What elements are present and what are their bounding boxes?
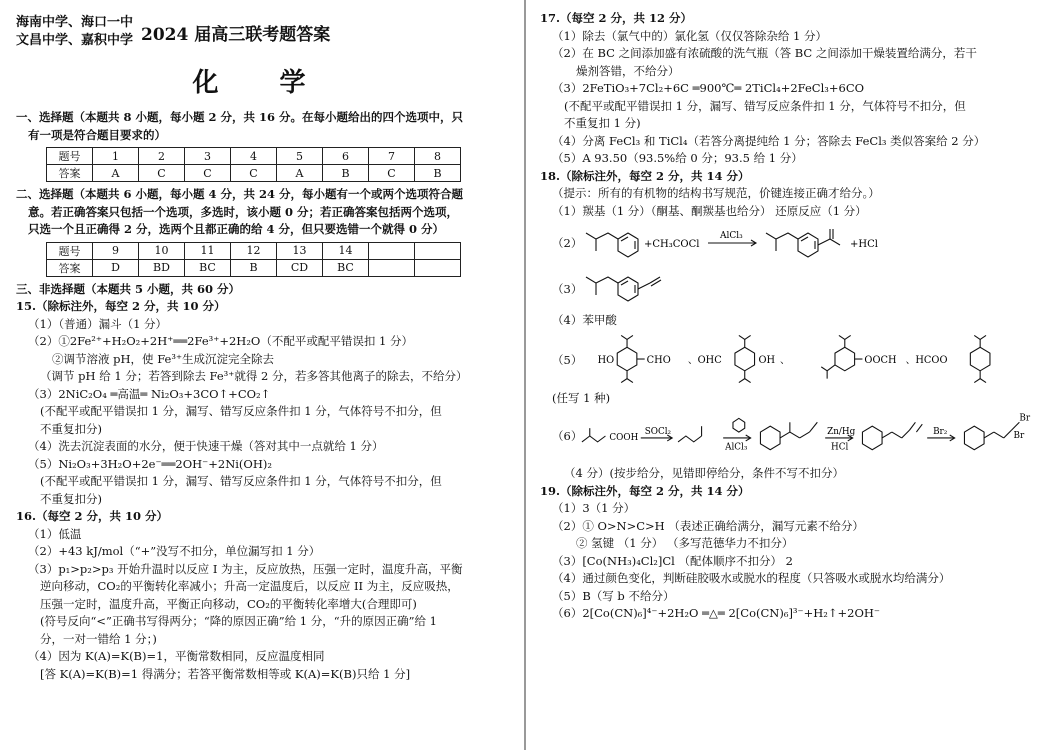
bromine-label-2: Br bbox=[1013, 430, 1025, 441]
q19-heading: 19.（除标注外，每空 2 分，共 14 分） bbox=[540, 483, 750, 498]
hydroxyl-group-label: HO bbox=[597, 354, 615, 366]
question-15 bbox=[16, 298, 508, 508]
q15-line: （调节 pH 给 1 分；若答到除去 Fe³⁺就得 2 分，若多答其他离子的除去，不给分） bbox=[40, 369, 468, 383]
table-cell: BD bbox=[139, 259, 185, 276]
table-cell: BC bbox=[323, 259, 369, 276]
table-cell: 6 bbox=[323, 148, 369, 165]
section2-heading-3: 只选一个且正确得 2 分，选两个且都正确的给 4 分，但只要选错一个就得 0 分） bbox=[28, 222, 445, 236]
question-18 bbox=[540, 168, 1039, 483]
table-cell: C bbox=[231, 165, 277, 182]
table-cell: C bbox=[185, 165, 231, 182]
table-cell: 10 bbox=[139, 242, 185, 259]
q17-line: 燥剂答错，不给分） bbox=[576, 63, 680, 78]
table-cell: 答案 bbox=[47, 165, 93, 182]
carboxylic-acid-label: COOH bbox=[609, 432, 639, 443]
q16-heading: 16.（每空 2 分，共 10 分） bbox=[16, 509, 169, 523]
q18-6-label: （6） bbox=[552, 429, 583, 443]
section2-heading: 二、选择题（本题共 6 小题，每小题 4 分，共 24 分，每小题有一个或两个选项符合题 bbox=[16, 187, 464, 201]
question-19 bbox=[540, 483, 1039, 623]
q19-line: （4）通过颜色变化，判断硅胶吸水或脱水的程度（只答吸水或脱水均给满分） bbox=[552, 571, 951, 585]
q18-5-note: (任写 1 种) bbox=[552, 390, 611, 405]
table-cell: 5 bbox=[277, 148, 323, 165]
section1-heading-2: 有一项是符合题目要求的） bbox=[28, 127, 166, 142]
schools-line-2: 文昌中学、嘉积中学 bbox=[16, 33, 134, 48]
table-cell: CD bbox=[277, 259, 323, 276]
q15-line: 不重复扣分) bbox=[40, 491, 102, 506]
isobutylbenzene-structure bbox=[586, 233, 638, 257]
section2-heading-2: 意。若正确答案只包括一个选项，多选时，该小题 0 分；若正确答案包括两个选项， bbox=[28, 204, 459, 219]
separator-label: 、 bbox=[780, 354, 790, 366]
table-cell: C bbox=[369, 165, 415, 182]
table-row bbox=[47, 165, 461, 182]
table-cell: B bbox=[323, 165, 369, 182]
q19-line: ② 氢键 （1 分） （多写范德华力不扣分） bbox=[576, 536, 794, 550]
table-cell: 12 bbox=[231, 242, 277, 259]
q15-line: （2）①2Fe²⁺+H₂O₂+2H⁺══2Fe³⁺+2H₂O（不配平或配平错误扣 1 分） bbox=[28, 334, 413, 348]
q18-6-synthesis bbox=[540, 407, 1039, 465]
q15-line: (不配平或配平错误扣 1 分，漏写、错写反应条件扣 1 分，气体符号不扣分，但 bbox=[40, 474, 442, 488]
q18-4-answer: （4）苯甲酸 bbox=[552, 313, 617, 327]
table-cell: 11 bbox=[185, 242, 231, 259]
q17-line: (不配平或配平错误扣 1 分，漏写、错写反应条件扣 1 分，气体符号不扣分，但 bbox=[564, 98, 966, 113]
section1-heading: 一、选择题（本题共 8 小题，每小题 2 分，共 16 分。在每小题给出的四个选项中，只 bbox=[16, 110, 464, 124]
q15-line: ②调节溶液 pH，使 Fe³⁺生成沉淀完全除去 bbox=[52, 351, 275, 366]
table-cell: 7 bbox=[369, 148, 415, 165]
zn-hg-reagent: Zn/Hg bbox=[827, 427, 856, 438]
q19-line: （5）B（写 b 不给分） bbox=[552, 588, 675, 603]
table-cell: 14 bbox=[323, 242, 369, 259]
q15-line: 不重复扣分) bbox=[40, 421, 102, 436]
table-cell: 题号 bbox=[47, 148, 93, 165]
table-cell: A bbox=[277, 165, 323, 182]
formate-ester-label: OOCH bbox=[864, 354, 897, 366]
table-cell: A bbox=[93, 165, 139, 182]
styrene-derivative-structure bbox=[578, 267, 738, 311]
section2-answer-table bbox=[46, 242, 461, 277]
formate-ester-label-2: 、HCOO bbox=[905, 354, 948, 366]
q15-line: （3）2NiC₂O₄ ═高温═ Ni₂O₃+3CO↑+CO₂↑ bbox=[28, 386, 271, 401]
q18-6-synthesis-route bbox=[578, 408, 1039, 464]
table-cell bbox=[415, 242, 461, 259]
q18-2-reaction-scheme bbox=[578, 221, 1018, 265]
q16-line: 压强一定时，温度升高，平衡正向移动，CO₂的平衡转化率增大(合理即可) bbox=[40, 596, 417, 611]
q15-line: （5）Ni₂O₃+3H₂O+2e⁻══2OH⁻+2Ni(OH)₂ bbox=[28, 456, 272, 471]
q16-line: （2）+43 kJ/mol（“+”没写不扣分，单位漏写扣 1 分） bbox=[28, 544, 321, 558]
right-page bbox=[524, 0, 1051, 750]
table-cell: BC bbox=[185, 259, 231, 276]
q16-line: （4）因为 K(A)=K(B)=1，平衡常数相同，反应温度相同 bbox=[28, 649, 325, 663]
bromine-label-1: Br bbox=[1019, 413, 1031, 424]
table-cell: 13 bbox=[277, 242, 323, 259]
table-cell: D bbox=[93, 259, 139, 276]
q15-line: (不配平或配平错误扣 1 分，漏写、错写反应条件扣 1 分，气体符号不扣分，但 bbox=[40, 404, 442, 418]
socl2-reagent: SOCl₂ bbox=[644, 427, 672, 438]
table-cell: 答案 bbox=[47, 259, 93, 276]
q15-line: （4）洗去沉淀表面的水分，便于快速干燥（答对其中一点就给 1 分） bbox=[28, 439, 384, 453]
table-cell bbox=[369, 259, 415, 276]
q18-5-isomer-structures bbox=[578, 331, 1039, 389]
section3-heading: 三、非选择题（本题共 5 小题，共 60 分） bbox=[16, 281, 241, 296]
alcl3-catalyst: AlCl₃ bbox=[720, 231, 743, 241]
subject-title: 化 学 bbox=[192, 68, 332, 98]
acetyl-chloride-reagent: +CH₃COCl bbox=[644, 239, 700, 250]
hydroxyl-group-label-2: OH bbox=[758, 354, 776, 366]
q18-line: （1）羰基（1 分）（酮基、酮羰基也给分） 还原反应（1 分） bbox=[552, 203, 867, 218]
q15-heading: 15.（除标注外，每空 2 分，共 10 分） bbox=[16, 299, 226, 313]
q17-line: 不重复扣 1 分) bbox=[564, 116, 641, 130]
table-cell: 2 bbox=[139, 148, 185, 165]
table-cell bbox=[415, 259, 461, 276]
q16-line: （3）p₁>p₂>p₃ 开始升温时以反应 I 为主，反应放热，压强一定时，温度升高，平衡 bbox=[28, 561, 463, 576]
schools-line-1: 海南中学、海口一中 bbox=[16, 15, 134, 30]
q16-line: [答 K(A)=K(B)=1 得满分；若答平衡常数相等或 K(A)=K(B)只给 1 分] bbox=[40, 666, 411, 681]
q16-line: 分，一对一错给 1 分；) bbox=[40, 631, 157, 646]
q16-line: (符号反向“<”正确书写得两分；“降的原因正确”给 1 分，“升的原因正确”给 1 bbox=[40, 614, 437, 628]
table-cell bbox=[369, 242, 415, 259]
q18-2-label: （2） bbox=[552, 236, 583, 250]
question-17 bbox=[540, 10, 1039, 168]
q18-3-label: （3） bbox=[552, 282, 583, 296]
q18-3-structure bbox=[540, 266, 1039, 312]
hcl-byproduct: +HCl bbox=[850, 239, 878, 250]
left-page bbox=[0, 0, 522, 750]
aldehyde-group-label: CHO bbox=[646, 354, 671, 366]
school-names bbox=[16, 14, 133, 50]
section1-answer-table bbox=[46, 147, 461, 182]
table-cell: 1 bbox=[93, 148, 139, 165]
table-row bbox=[47, 148, 461, 165]
table-cell: 8 bbox=[415, 148, 461, 165]
question-16 bbox=[16, 508, 508, 683]
hcl-reagent: HCl bbox=[831, 442, 849, 453]
q17-heading: 17.（每空 2 分，共 12 分） bbox=[540, 11, 693, 25]
q17-line: （2）在 BC 之间添加盛有浓硫酸的洗气瓶（答 BC 之间添加干燥装置给满分，若干 bbox=[552, 46, 977, 60]
page-header bbox=[16, 10, 508, 54]
table-cell: 题号 bbox=[47, 242, 93, 259]
ketone-product-structure bbox=[766, 229, 840, 257]
q18-5-label: （5） bbox=[552, 352, 583, 367]
q18-line: （提示：所有的有机物的结构书写规范，价键连接正确才给分。） bbox=[552, 186, 880, 200]
q15-line: （1）（普通）漏斗（1 分） bbox=[28, 316, 168, 331]
table-row bbox=[47, 242, 461, 259]
table-cell: B bbox=[415, 165, 461, 182]
q19-line: （2）① O>N>C>H （表述正确给满分，漏写元素不给分） bbox=[552, 518, 864, 533]
table-row bbox=[47, 259, 461, 276]
q17-line: （3）2FeTiO₃+7Cl₂+6C ═900℃═ 2TiCl₄+2FeCl₃+6CO bbox=[552, 81, 865, 95]
q18-heading: 18.（除标注外，每空 2 分，共 14 分） bbox=[540, 168, 750, 183]
q18-2-reaction bbox=[540, 220, 1039, 266]
q19-line: （6）2[Co(CN)₆]⁴⁻+2H₂O ═△═ 2[Co(CN)₆]³⁻+H₂↑+2OH⁻ bbox=[552, 606, 881, 620]
table-cell: 3 bbox=[185, 148, 231, 165]
table-cell: 4 bbox=[231, 148, 277, 165]
q19-line: （1）3（1 分） bbox=[552, 501, 636, 515]
q17-line: （5）A 93.50（93.5%给 0 分；93.5 给 1 分） bbox=[552, 151, 803, 165]
q19-line: （3）[Co(NH₃)₄Cl₂]Cl （配体顺序不扣分） 2 bbox=[552, 553, 793, 568]
q18-5-isomers bbox=[540, 330, 1039, 390]
q16-line: （1）低温 bbox=[28, 526, 82, 541]
table-cell: B bbox=[231, 259, 277, 276]
q17-line: （1）除去（氯气中的）氯化氢（仅仅答除杂给 1 分） bbox=[552, 28, 827, 43]
table-cell: C bbox=[139, 165, 185, 182]
table-cell: 9 bbox=[93, 242, 139, 259]
aldehyde-group-label-2: 、OHC bbox=[687, 354, 722, 366]
exam-title: 2024 届高三联考题答案 bbox=[141, 24, 331, 45]
q16-line: 逆向移动，CO₂的平衡转化率减小；升高一定温度后，以反应 II 为主，反应吸热， bbox=[40, 579, 459, 593]
br2-reagent: Br₂ bbox=[933, 427, 948, 438]
alcl3-reagent: AlCl₃ bbox=[725, 442, 748, 453]
q18-6-note: （4 分）(按步给分，见错即停给分，条件不写不扣分） bbox=[564, 466, 844, 480]
q17-line: （4）分离 FeCl₃ 和 TiCl₄（若答分离提纯给 1 分；答除去 FeCl₃ 类似答案给 2 分） bbox=[552, 133, 986, 148]
